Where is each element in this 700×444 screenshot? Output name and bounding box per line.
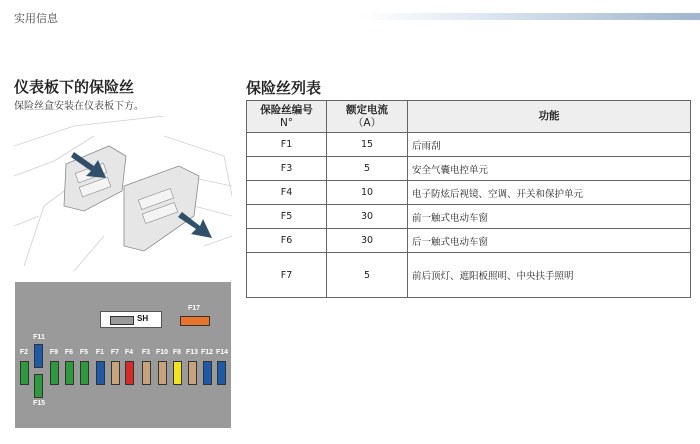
fuse-number-cell: F1: [247, 133, 327, 157]
fuse-f8: [173, 361, 182, 385]
rated-current-cell: 15: [327, 133, 408, 157]
function-cell: 安全气囊电控单元: [408, 157, 691, 181]
section-title: 仪表板下的保险丝: [14, 78, 135, 96]
header-fuse-number-sub: N°: [279, 116, 294, 129]
fuse-label-f9: F9: [49, 349, 59, 356]
fuse-label-f4: F4: [124, 349, 134, 356]
function-cell: 前后顶灯、遮阳板照明、中央扶手照明: [408, 253, 691, 298]
fuse-f5: [80, 361, 89, 385]
fuse-f12: [203, 361, 212, 385]
fuse-f10: [158, 361, 167, 385]
shunt-fuse: [110, 316, 134, 325]
table-row: [247, 181, 691, 205]
fuse-label-f8: F8: [172, 349, 182, 356]
table-row: [247, 157, 691, 181]
fuse-label-f2: F2: [19, 349, 29, 356]
fuse-label-f5: F5: [79, 349, 89, 356]
fuse-number-cell: F6: [247, 229, 327, 253]
fuse-number-cell: F4: [247, 181, 327, 205]
fuse-label-f1: F1: [95, 349, 105, 356]
table-title: 保险丝列表: [246, 79, 322, 97]
fuse-number-cell: F7: [247, 253, 327, 298]
dashboard-illustration: [14, 116, 232, 272]
table-row: [247, 229, 691, 253]
fuse-f4: [125, 361, 134, 385]
section-description: 保险丝盒安装在仪表板下方。: [14, 101, 144, 112]
header-function: 功能: [408, 101, 691, 133]
fuse-label-f3: F3: [141, 349, 151, 356]
header-gradient-bar: [360, 13, 700, 20]
fuse-label-f14: F14: [215, 349, 229, 356]
header-fuse-number-text: 保险丝编号: [260, 103, 313, 116]
fuse-label-f15: F15: [32, 400, 46, 407]
function-cell: 电子防炫后视镜、空调、开关和保护单元: [408, 181, 691, 205]
fuse-label-f11: F11: [33, 334, 45, 341]
fuse-label-f17: F17: [187, 305, 201, 312]
fuse-f7: [111, 361, 120, 385]
table-row: [247, 133, 691, 157]
fuse-f3: [142, 361, 151, 385]
header-rated-current-text: 额定电流: [346, 103, 388, 116]
table-row: [247, 253, 691, 298]
fuse-number-cell: F3: [247, 157, 327, 181]
fuse-label-f6: F6: [64, 349, 74, 356]
fuse-f2: [20, 361, 29, 385]
header-rated-current-sub: （A）: [352, 116, 382, 129]
rated-current-cell: 30: [327, 205, 408, 229]
header-rated-current: [327, 101, 408, 133]
fuse-table: [246, 100, 691, 298]
fuse-f13: [188, 361, 197, 385]
fuse-f17: [180, 316, 210, 326]
fuse-f1: [96, 361, 105, 385]
fuse-f14: [217, 361, 226, 385]
rated-current-cell: 30: [327, 229, 408, 253]
table-header-row: [247, 101, 691, 133]
function-cell: 后一触式电动车窗: [408, 229, 691, 253]
function-cell: 后雨刮: [408, 133, 691, 157]
fuse-f15: [34, 374, 43, 398]
fuse-f9: [50, 361, 59, 385]
fuse-f11: [34, 344, 43, 368]
shunt-label: SH: [137, 314, 149, 323]
fuse-label-f7: F7: [110, 349, 120, 356]
rated-current-cell: 5: [327, 253, 408, 298]
header-label: 实用信息: [14, 12, 58, 25]
function-cell: 前一触式电动车窗: [408, 205, 691, 229]
rated-current-cell: 10: [327, 181, 408, 205]
table-row: [247, 205, 691, 229]
fuse-label-f10: F10: [155, 349, 169, 356]
fuse-label-f12: F12: [200, 349, 214, 356]
rated-current-cell: 5: [327, 157, 408, 181]
fusebox-diagram: [15, 282, 231, 428]
fuse-f6: [65, 361, 74, 385]
header-fuse-number: [247, 101, 327, 133]
shunt-box: [100, 311, 162, 328]
fuse-number-cell: F5: [247, 205, 327, 229]
fuse-label-f13: F13: [185, 349, 199, 356]
